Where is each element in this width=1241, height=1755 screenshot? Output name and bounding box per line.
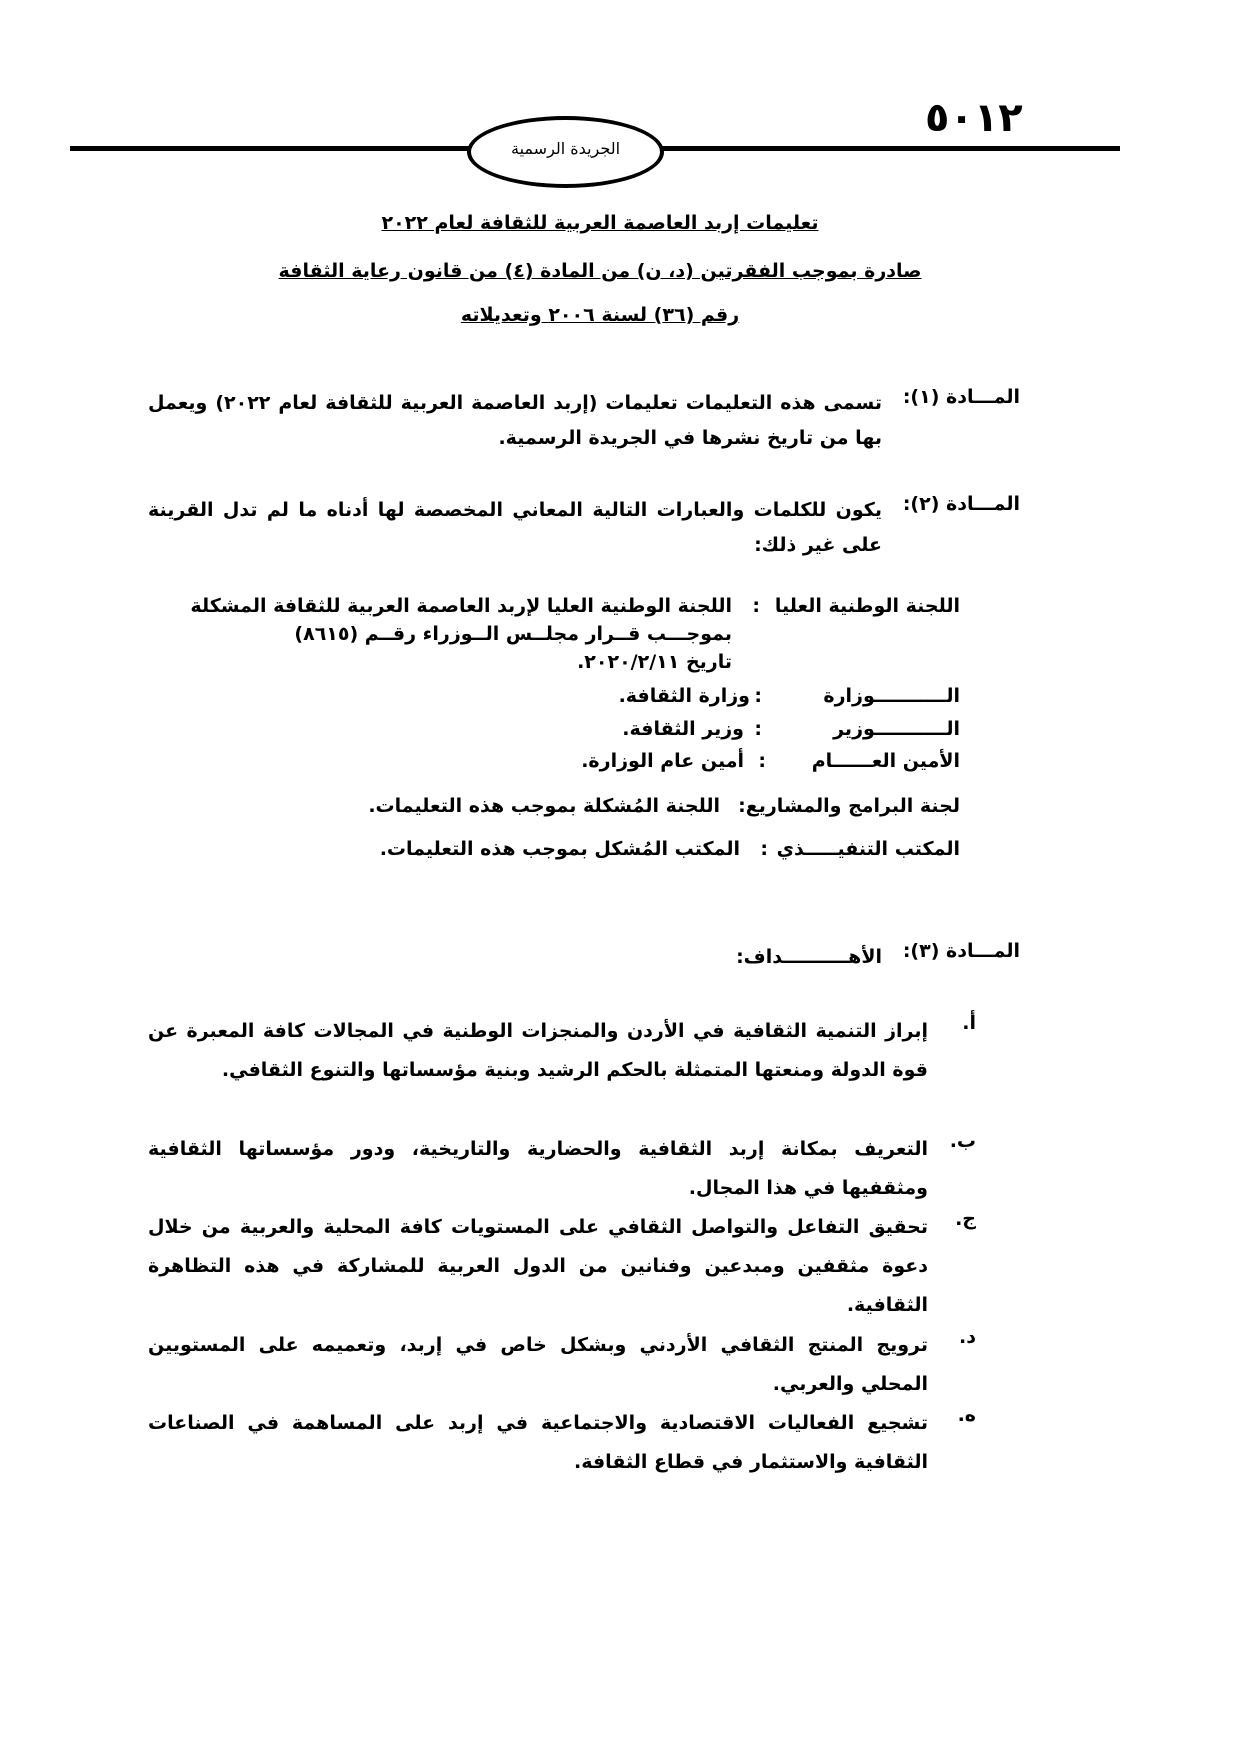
definition-row	[148, 595, 960, 625]
objective-item	[148, 1208, 976, 1325]
article-1-label: المـــادة (١):	[902, 386, 1020, 408]
header-rule-right	[662, 146, 1120, 151]
title-line-3: رقم (٣٦) لسنة ٢٠٠٦ وتعديلاته	[460, 304, 740, 326]
article-3-heading: الأهــــــــــداف:	[736, 946, 882, 968]
definition-text: تاريخ ٢٠٢٠/٢/١١.	[577, 651, 732, 673]
objective-item	[148, 1012, 976, 1090]
definition-row	[148, 838, 960, 868]
objective-letter: ج.	[955, 1208, 976, 1230]
definition-row	[148, 750, 960, 780]
title-line-2: صادرة بموجب الفقرتين (د، ن) من المادة (٤) من قانون رعاية الثقافة	[278, 260, 922, 282]
objective-text: تحقيق التفاعل والتواصل الثقافي على المستويات كافة المحلية والعربية من خلال دعوة مثقفين ومبدعين وفنانين من الدول العربية للمشاركة في هذه التظاهرة الثقافية.	[148, 1216, 928, 1316]
header-rule-left	[70, 146, 472, 151]
definition-term: الـــــــــــوزير	[833, 718, 960, 740]
definition-row	[148, 651, 960, 681]
definition-row	[148, 718, 960, 748]
article-2-text: يكون للكلمات والعبارات التالية المعاني المخصصة لها أدناه ما لم تدل القرينة على غير ذلك:	[148, 499, 882, 556]
objective-item	[148, 1404, 976, 1482]
definition-row	[148, 795, 960, 825]
gazette-name: الجريدة الرسمية	[511, 138, 621, 158]
definition-sep: :	[754, 718, 762, 740]
definition-term: المكتب التنفيـــــذي	[776, 838, 960, 860]
article-3-label: المـــادة (٣):	[902, 940, 1020, 962]
title-line-1: تعليمات إربد العاصمة العربية للثقافة لعام ٢٠٢٢	[381, 212, 819, 234]
definition-term: الأمين العــــــام	[811, 750, 960, 772]
definition-row	[148, 623, 960, 653]
objective-item	[148, 1130, 976, 1208]
objective-letter: أ.	[962, 1012, 976, 1034]
definition-sep: :	[752, 595, 760, 617]
definition-text: اللجنة المُشكلة بموجب هذه التعليمات.	[368, 795, 720, 817]
definition-term: اللجنة الوطنية العليا	[774, 595, 960, 617]
definition-sep: :	[758, 750, 766, 772]
objective-item	[148, 1326, 976, 1404]
definition-term: لجنة البرامج والمشاريع:	[738, 795, 960, 817]
definition-text: أمين عام الوزارة.	[581, 750, 744, 772]
objective-letter: ب.	[949, 1130, 976, 1152]
definition-text: اللجنة الوطنية العليا لإربد العاصمة العربية للثقافة المشكلة	[190, 595, 732, 617]
objective-text: التعريف بمكانة إربد الثقافية والحضارية والتاريخية، ودور مؤسساتها الثقافية ومثقفيها في هذا المجال.	[148, 1138, 928, 1199]
objective-letter: ه.	[957, 1404, 976, 1426]
objective-text: إبراز التنمية الثقافية في الأردن والمنجزات الوطنية في المجالات كافة المعبرة عن قوة الدولة ومنعتها المتمثلة بالحكم الرشيد وبنية مؤسساتها والتنوع الثقافي.	[148, 1020, 928, 1081]
definition-text: وزير الثقافة.	[622, 718, 744, 740]
definition-row	[148, 685, 960, 715]
definition-term: الـــــــــــوزارة	[823, 685, 960, 707]
article-2	[148, 493, 1020, 563]
objective-letter: د.	[959, 1326, 976, 1348]
page-number: ٥٠١٢	[925, 95, 1023, 141]
definition-text: وزارة الثقافة.	[618, 685, 750, 707]
definition-text: المكتب المُشكل بموجب هذه التعليمات.	[379, 838, 740, 860]
definition-sep: :	[760, 838, 768, 860]
gazette-badge	[467, 116, 664, 188]
definition-sep: :	[754, 685, 762, 707]
objective-text: تشجيع الفعاليات الاقتصادية والاجتماعية في إربد على المساهمة في الصناعات الثقافية والاستثمار في قطاع الثقافة.	[148, 1412, 928, 1473]
article-3	[148, 940, 1020, 975]
article-1-text: تسمى هذه التعليمات تعليمات (إربد العاصمة العربية للثقافة لعام ٢٠٢٢) ويعمل بها من تاريخ نشرها في الجريدة الرسمية.	[148, 392, 882, 449]
definition-text: بموجـــب قــرار مجلــس الــوزراء رقــم (٨٦١٥)	[294, 623, 732, 645]
objective-text: ترويج المنتج الثقافي الأردني وبشكل خاص في إربد، وتعميمه على المستويين المحلي والعربي.	[148, 1334, 928, 1395]
article-2-label: المـــادة (٢):	[902, 493, 1020, 515]
article-1	[148, 386, 1020, 456]
